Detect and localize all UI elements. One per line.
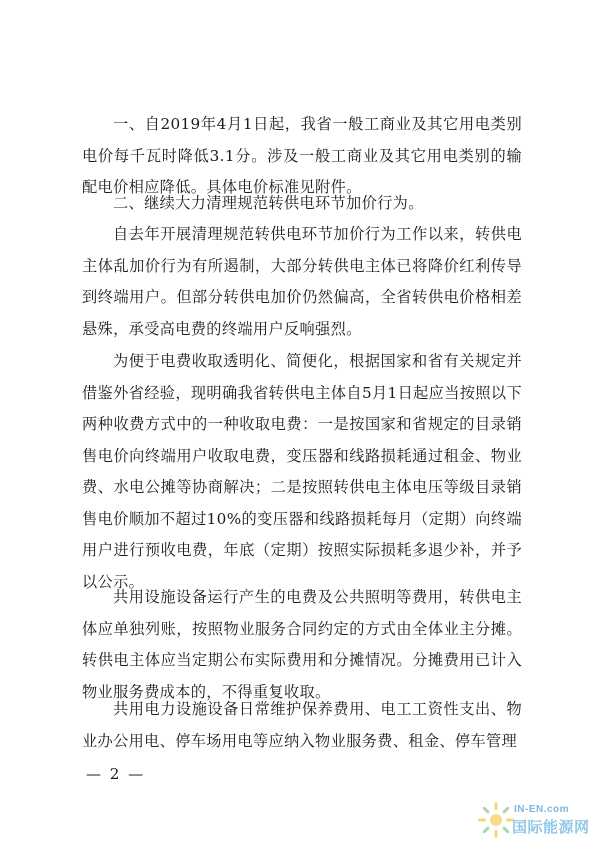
paragraph-1: 一、自2019年4月1日起，我省一般工商业及其它用电类别电价每千瓦时降低3.1分。涉及一般工商业及其它用电类别的输配电价相应降低。具体电价标准见附件。 [82,115,522,197]
watermark-name: 国际能源网 [512,819,590,836]
paragraph-3: 自去年开展清理规范转供电环节加价行为工作以来，转供电主体乱加价行为有所遏制，大部分转供电主体已将降价红利传导到终端用户。但部分转供电加价仍然偏高，全省转供电价格相差悬殊，承受高电费的终端用户反响强烈。 [82,225,522,338]
watermark-logo [474,798,592,842]
paragraph-6: 共用电力设施设备日常维护保养费用、电工工资性支出、物业办公用电、停车场用电等应纳入物业服务费、租金、停车管理 [82,700,522,750]
paragraph-5: 共用设施设备运行产生的电费及公共照明等费用，转供电主体应单独列账，按照物业服务合同约定的方式由全体业主分摊。转供电主体应当定期公布实际费用和分摊情况。分摊费用已计入物业服务费成本的，不得重复收取。 [82,588,522,701]
watermark-domain: IN-EN.com [514,804,570,815]
paragraph-2: 二、继续大力清理规范转供电环节加价行为。 [113,194,424,213]
page-number: — 2 — [86,765,146,783]
paragraph-4: 为便于电费收取透明化、简便化，根据国家和省有关规定并借鉴外省经验，现明确我省转供电主体自5月1日起应当按照以下两种收费方式中的一种收取电费：一是按国家和省规定的目录销售电价向终端用户收取电费，变压器和线路损耗通过租金、物业费、水电公摊等协商解决；二是按照转供电主体电压等级目录销售电价顺加不超过10%的变压器和线路损耗每月（定期）向终端用户进行预收电费，年底（定期）按照实际损耗多退少补，并予以公示。 [82,352,522,591]
